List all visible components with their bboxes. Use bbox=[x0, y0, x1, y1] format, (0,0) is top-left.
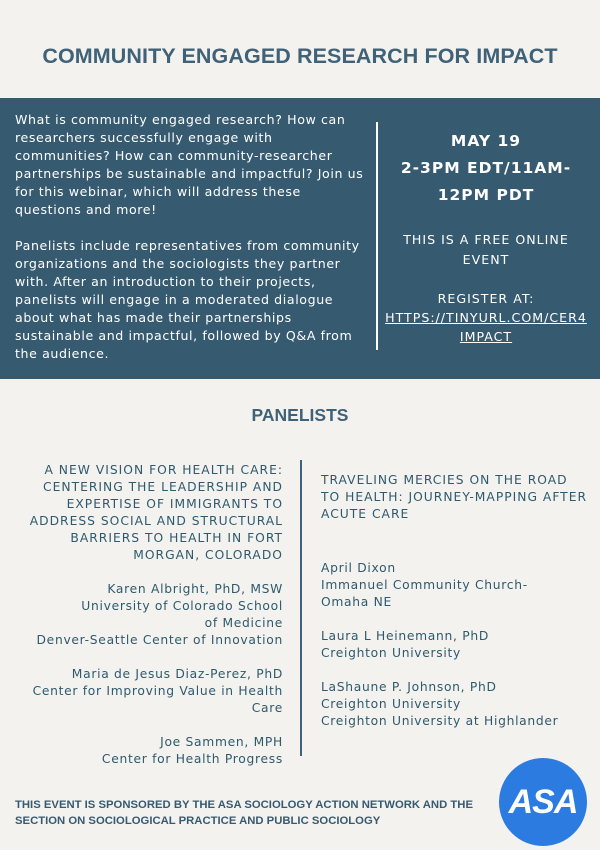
info-band bbox=[0, 98, 600, 379]
event-date: MAY 19 2-3PM EDT/11AM- 12PM PDT bbox=[400, 132, 572, 204]
intro-paragraph-1: What is community engaged research? How can researchers successfully engage with communities? How can community-researcher partnerships be sustainable and impactful? Join us for this webinar, which will address these questions and more! bbox=[15, 112, 364, 217]
sponsor-note: THIS EVENT IS SPONSORED BY THE ASA SOCIOLOGY ACTION NETWORK AND THE SECTION ON SOCIOLOGICAL PRACTICE AND PUBLIC SOCIOLOGY bbox=[15, 799, 473, 827]
intro-paragraph-2: Panelists include representatives from community organizations and the sociologists they partner with. After an introduction to their projects, panelists will engage in a moderated dialogue about what has made their partnerships sustainable and impactful, followed by Q&A from the audience. bbox=[15, 238, 360, 361]
free-event-note: THIS IS A FREE ONLINE EVENT bbox=[403, 232, 569, 267]
panelist: Maria de Jesus Diaz-Perez, PhD Center for Improving Value in Health Care bbox=[32, 667, 283, 715]
session-title: A NEW VISION FOR HEALTH CARE: CENTERING THE LEADERSHIP AND EXPERTISE OF IMMIGRANTS TO ADDRESS SOCIAL AND STRUCTURAL BARRIERS TO HEALTH IN FORT MORGAN, COLORADO bbox=[29, 463, 283, 562]
panelist: April Dixon Immanuel Community Church-Omaha NE bbox=[321, 561, 528, 609]
page-title: COMMUNITY ENGAGED RESEARCH FOR IMPACT bbox=[42, 44, 558, 68]
register-link[interactable]: HTTPS://TINYURL.COM/CER4 IMPACT bbox=[385, 310, 587, 344]
panelist: LaShaune P. Johnson, PhD Creighton University Creighton University at Highlander bbox=[321, 680, 559, 728]
panelist: Laura L Heinemann, PhD Creighton University bbox=[321, 629, 490, 660]
session-title: TRAVELING MERCIES ON THE ROAD TO HEALTH: JOURNEY-MAPPING AFTER ACUTE CARE bbox=[321, 473, 588, 521]
intro-text bbox=[15, 111, 365, 381]
panelist: Joe Sammen, MPH Center for Health Progress bbox=[101, 735, 283, 766]
column-divider bbox=[300, 460, 302, 756]
band-divider bbox=[376, 122, 378, 350]
panelists-heading: PANELISTS bbox=[251, 405, 349, 425]
right-session bbox=[321, 472, 589, 730]
register-label: REGISTER AT: bbox=[437, 291, 535, 306]
asa-logo bbox=[499, 758, 587, 846]
left-session bbox=[15, 462, 283, 768]
event-details bbox=[384, 128, 588, 346]
panelist: Karen Albright, PhD, MSW University of Colorado School of Medicine Denver-Seattle Center of Innovation bbox=[36, 582, 283, 647]
asa-logo-text: ASA bbox=[508, 782, 578, 821]
